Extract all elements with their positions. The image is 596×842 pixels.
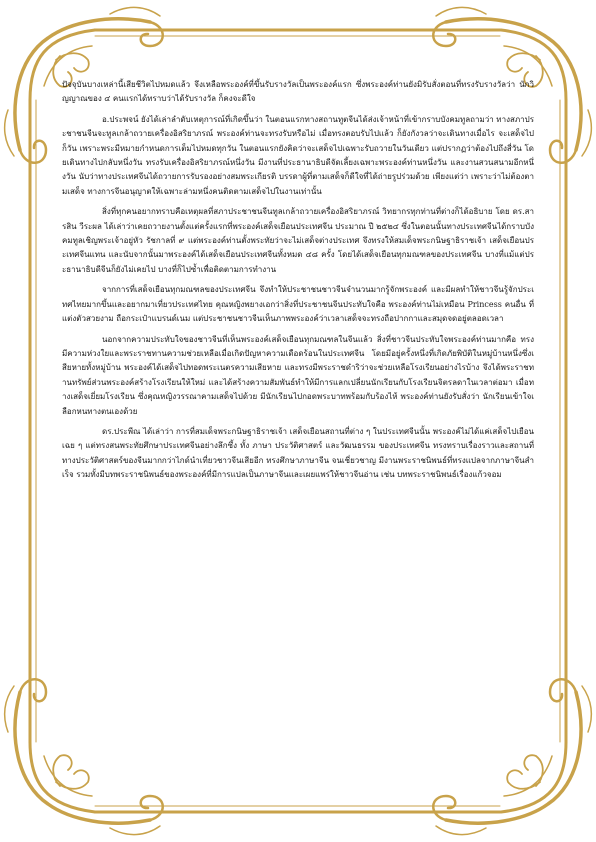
paragraph-6: ดร.ประพีณ ได้เล่าว่า การที่สมเด็จพระกนิษฐาธิราชเจ้า เสด็จเยือนสถานที่ต่าง ๆ ในประเทศจีนนั้น พระองค์ไม่ได้แค่เสด็จไปเยือนเฉย ๆ แต่ทรงสนพระทัยศึกษาประเทศจีนอย่างลึกซึ้ง ทั้ง ภาษา ประวัติศาสตร์ และวัฒนธรรม ของประเทศจีน ทรงทราบเรื่องราวและสถานที่ทางประวัติศาสตร์ของจีนมากกว่าไกด์นำเที่ยวชาวจีนเสียอีก ทรงศึกษาภาษาจีน จนเชี่ยวชาญ มีงานพระราชนิพนธ์ที่ทรงแปลจากภาษาจีนสำเร็จ รวมทั้งมีบทพระราชนิพนธ์ของพระองค์ที่มีการแปลเป็นภาษาจีนและเผยแพร่ให้ชาวจีนอ่าน เช่น บทพระราชนิพนธ์เรื่องแก้วจอม <box>62 426 534 480</box>
paragraph-4: จากการที่เสด็จเยือนทุกมณฑลของประเทศจีน จึงทำให้ประชาชนชาวจีนจำนวนมากรู้จักพระองค์ และมีผลทำให้ชาวจีนรู้จักประเทศไทยมากขึ้นและอยากมาเที่ยวประเทศไทย คุณหญิงพยางเอกว่าสิ่งที่ประชาชนจีนประทับใจคือ พระองค์ท่านไม่เหมือน Princess คนอื่น ที่แต่งตัวสวยงาม ถือกระเป๋าแบรนด์เนม แต่ประชาชนชาวจีนเห็นภาพพระองค์ว่าเวลาเสด็จจะทรงถือปากกาและสมุดจดอยู่ตลอดเวลา <box>62 285 534 324</box>
paragraph-1: ปัจจุบันบางเหล่านี้เสียชีวิตไปหมดแล้ว จึงเหลือพระองค์ที่ขึ้นรับรางวัลเป็นพระองค์แรก ซึ่งพระองค์ท่านยังมิรับสั่งตอนที่ทรงรับรางวัลว่า นักวิญญาณของ ๔ คนแรกได้ทราบว่าได้รับรางวัล ก็คงจะดีใจ <box>62 80 534 104</box>
document-body <box>62 78 534 778</box>
paragraph-2: อ.ประพจน์ ยังได้เล่าลำดับเหตุการณ์ที่เกิดขึ้นว่า ในตอนแรกทางสถานทูตจีนได้ส่งเจ้าหน้าที่เข้ากราบบังคมทูลถามว่า ทางสภาประชาชนจีนจะทูลเกล้าถวายเครื่องอิสริยาภรณ์ พระองค์ท่านจะทรงรับหรือไม่ เมื่อทรงตอบรับไปแล้ว ก็ยังกังวลว่าจะเดินทางเมื่อไร จะเสด็จไปก็วัน เพราะพระมีหมายกำหนดการเต็มไปหมดทุกวัน ในตอนแรกยังคิดว่าจะเสด็จไปเฉพาะรับถวายในวันเดียว แต่ปรากฏว่าต้องไปถึงสี่วัน โดยเดินทางไปกลับหนึ่งวัน ทรงรับเครื่องอิสริยาภรณ์หนึ่งวัน มีงานที่ประธานาธิบดีจัดเลี้ยงเฉพาะพระองค์ท่านหนึ่งวัน และงานสวนสนามอีกหนึ่งวัน นับว่าทางประเทศจีนได้ถวายการรับรองอย่างสมพระเกียรติ บรรดาผู้ที่ตามเสด็จก็ดีใจที่ได้ถ่ายรูปร่วมด้วย เพียงแต่ว่า เพราะว่าไม่ต้องตามเสด็จ ทางการจีนอนุญาตให้เฉพาะล่ามหนึ่งคนติดตามเสด็จไปในงานเท่านั้น <box>62 114 534 196</box>
paragraph-5: นอกจากความประทับใจของชาวจีนที่เห็นพระองค์เสด็จเยือนทุกมณฑลในจีนแล้ว สิ่งที่ชาวจีนประทับใจพระองค์ท่านมากคือ ทรงมีความห่วงใยและพระราชทานความช่วยเหลือเมื่อเกิดปัญหาความเดือดร้อนในประเทศจีน โดยมีอยู่ครั้งหนึ่งที่เกิดภัยพิบัติในหมู่บ้านหนึ่งซึ่งเสียหายทั้งหมู่บ้าน พระองค์ได้เสด็จไปทอดพระเนตรความเสียหาย และทรงมีพระราชดำริว่าจะช่วยเหลือโรงเรียนอย่างไรบ้าง จึงได้พระราชทานทรัพย์ส่วนพระองค์สร้างโรงเรียนให้ใหม่ และได้สร้างความสัมพันธ์ทำให้มีการแลกเปลี่ยนนักเรียนกับโรงเรียนจิตรลดาในเวลาต่อมา เมื่อทางเสด็จเยี่ยมโรงเรียน ซึ่งคุณหญิงวรรณาคามเสด็จไปด้วย มีนักเรียนไปกอดพระบาทพร้อมกับร้องไห้ พระองค์ท่านยังรับสั่งว่า นักเรียนเข้าใจเลือกหนทางตนเองด้วย <box>62 334 534 416</box>
paragraph-3: สิ่งที่ทุกคนอยากทราบคือเหตุผลที่สภาประชาชนจีนทูลเกล้าถวายเครื่องอิสริยาภรณ์ วิทยากรทุกท่านที่ต่างก็ได้อธิบาย โดย ดร.สารสิน วีระผล ได้เล่าว่าเคยถวายงานตั้งแต่ครั้งแรกที่พระองค์เสด็จเยือนประเทศจีน ประมาณ ปี ๒๕๒๔ ซึ่งในตอนนั้นทางประเทศจีนได้กราบบังคมทูลเชิญพระเจ้าอยู่หัว รัชกาลที่ ๙ แต่พระองค์ท่านตั้งพระทัยว่าจะไม่เสด็จต่างประเทศ จึงทรงให้สมเด็จพระกนิษฐาธิราชเจ้า เสด็จเยือนประเทศจีนแทน และนับจากนั้นมาพระองค์ได้เสด็จเยือนประเทศจีนทั้งหมด ๔๘ ครั้ง โดยได้เสด็จเยือนทุกมณฑลของประเทศจีน บางที่แม้แต่ประธานาธิบดีจีนก็ยังไม่เคยไป บางที่ก็ไปซ้ำเพื่อติดตามการทำงาน <box>62 207 534 274</box>
